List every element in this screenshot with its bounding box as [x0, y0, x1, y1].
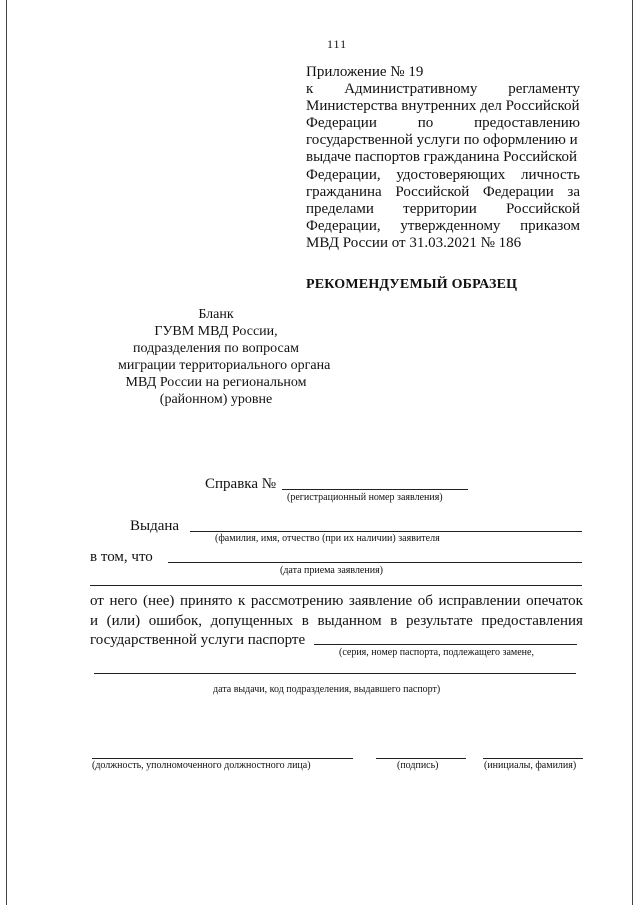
appendix-line: пределами территории Российской [306, 200, 580, 217]
issued-label: Выдана [130, 518, 180, 534]
appendix-line: Федерации, удостоверяющих личность [306, 166, 580, 183]
issued-caption: (фамилия, имя, отчество (при их наличии) заявителя [215, 533, 440, 544]
appendix-line: Приложение № 19 [306, 64, 424, 80]
page-number: 111 [327, 37, 348, 51]
letterhead-line: подразделения по вопросам [133, 341, 299, 357]
initials-line [483, 758, 583, 759]
letterhead-line: ГУВМ МВД России, [154, 324, 278, 340]
statement-line: государственной услуги паспорте [90, 632, 306, 648]
passport-details-line [94, 673, 576, 674]
certificate-number-line [282, 489, 468, 490]
letterhead-line: (районном) уровне [159, 392, 273, 408]
issued-name-line [190, 531, 582, 532]
recommended-sample-heading: РЕКОМЕНДУЕМЫЙ ОБРАЗЕЦ [306, 277, 518, 292]
appendix-line: выдаче паспортов гражданина Российской [306, 149, 578, 166]
that-label: в том, что [90, 549, 153, 565]
letterhead-line: МВД России на региональном [125, 375, 307, 391]
appendix-line: государственной услуги по оформлению и [306, 132, 578, 149]
letterhead-line: Бланк [198, 307, 234, 322]
letterhead-block [118, 306, 331, 409]
date-caption: (дата приема заявления) [280, 565, 384, 576]
appendix-block [306, 64, 580, 252]
appendix-line: к Административному регламенту [306, 81, 580, 98]
initials-caption: (инициалы, фамилия) [484, 760, 577, 771]
signature-line [376, 758, 466, 759]
appendix-line: Федерации, утвержденному приказом [306, 217, 580, 234]
appendix-line: МВД России от 31.03.2021 № 186 [306, 234, 522, 251]
official-position-caption: (должность, уполномоченного должностного лица) [92, 760, 311, 771]
date-line [168, 562, 582, 563]
official-position-line [92, 758, 353, 759]
passport-details-caption: дата выдачи, код подразделения, выдавшего паспорт) [213, 684, 441, 695]
appendix-line: Министерства внутренних дел Российской [306, 98, 580, 115]
statement-line: и (или) ошибок, допущенных в выданном в результате предоставления [90, 612, 583, 629]
statement-text [90, 592, 583, 651]
appendix-line: Федерации по предоставлению [306, 115, 580, 132]
signature-caption: (подпись) [397, 760, 439, 771]
passport-caption: (серия, номер паспорта, подлежащего замене, [339, 647, 534, 658]
blank-line [90, 585, 582, 586]
certificate-label: Справка № [205, 476, 277, 492]
statement-line: от него (нее) принято к рассмотрению заявление об исправлении опечаток [90, 593, 583, 609]
certificate-caption: (регистрационный номер заявления) [287, 492, 443, 503]
appendix-line: гражданина Российской Федерации за [306, 183, 580, 200]
letterhead-line: миграции территориального органа [118, 358, 331, 374]
passport-line [314, 644, 577, 645]
